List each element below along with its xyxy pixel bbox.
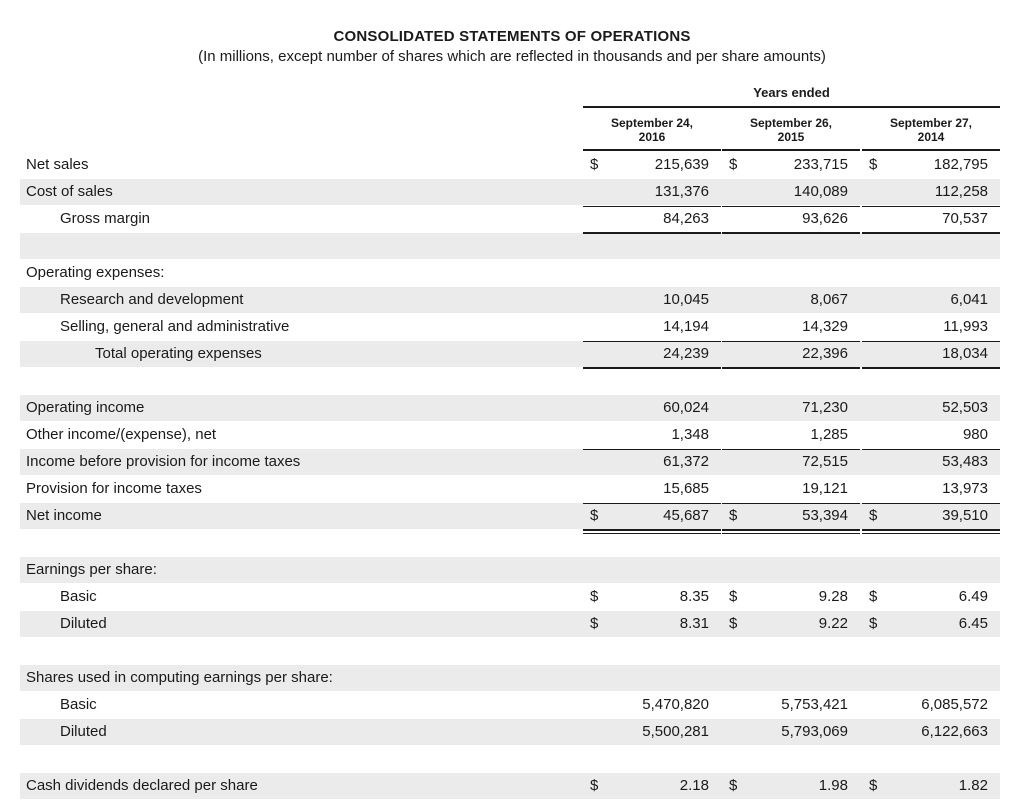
currency-symbol: $ (590, 507, 599, 524)
row-label: Earnings per share: (26, 561, 157, 578)
total-underline (722, 449, 860, 450)
cell-value: 2.18 (679, 777, 709, 794)
total-underline (862, 449, 1000, 450)
column-header-line1: September 26, (749, 116, 833, 130)
cell-value: 1,285 (810, 426, 848, 443)
total-underline (862, 503, 1000, 504)
currency-symbol: $ (590, 588, 599, 605)
column-header-line2: 2014 (917, 130, 945, 144)
cell-value: 61,372 (663, 453, 709, 470)
currency-symbol: $ (869, 588, 878, 605)
currency-symbol: $ (729, 615, 738, 632)
total-underline (583, 503, 721, 504)
row-label: Basic (60, 696, 97, 713)
cell-value: 112,258 (934, 183, 988, 200)
table-row (20, 449, 1000, 475)
cell-value: 233,715 (793, 156, 848, 173)
cell-value: 72,515 (802, 453, 848, 470)
cell-value: 14,194 (663, 318, 709, 335)
cell-value: 53,483 (942, 453, 988, 470)
currency-symbol: $ (869, 156, 878, 173)
cell-value: 6,122,663 (921, 723, 988, 740)
cell-value: 19,121 (802, 480, 848, 497)
cell-value: 14,329 (802, 318, 848, 335)
cell-value: 8,067 (810, 291, 848, 308)
cell-value: 140,089 (793, 183, 848, 200)
row-label: Diluted (60, 615, 107, 632)
total-underline (722, 529, 860, 531)
cell-value: 24,239 (663, 345, 709, 362)
table-row (20, 584, 1000, 610)
total-underline (862, 232, 1000, 234)
cell-value: 6,041 (950, 291, 988, 308)
cell-value: 60,024 (663, 399, 709, 416)
row-label: Basic (60, 588, 97, 605)
column-header-rule (722, 149, 860, 151)
column-header-line2: 2016 (638, 130, 666, 144)
total-underline (583, 449, 721, 450)
total-underline (722, 367, 860, 369)
statement-title: CONSOLIDATED STATEMENTS OF OPERATIONS (333, 28, 691, 45)
total-underline (862, 206, 1000, 207)
column-header-line1: September 27, (889, 116, 973, 130)
table-row (20, 341, 1000, 367)
currency-symbol: $ (729, 588, 738, 605)
row-label: Operating income (26, 399, 145, 416)
table-row (20, 557, 1000, 583)
currency-symbol: $ (869, 507, 878, 524)
table-row (20, 665, 1000, 691)
cell-value: 6.49 (958, 588, 988, 605)
table-row (20, 476, 1000, 502)
total-underline (862, 533, 1000, 534)
cell-value: 39,510 (942, 507, 988, 524)
currency-symbol: $ (869, 777, 878, 794)
table-row (20, 638, 1000, 664)
table-row (20, 206, 1000, 232)
row-label: Net income (26, 507, 102, 524)
total-underline (722, 533, 860, 534)
total-underline (583, 533, 721, 534)
row-label: Cost of sales (26, 183, 113, 200)
cell-value: 215,639 (654, 156, 709, 173)
table-row (20, 503, 1000, 529)
statement-subtitle: (In millions, except number of shares which are reflected in thousands and per share amounts) (198, 48, 826, 65)
cell-value: 93,626 (802, 210, 848, 227)
table-row (20, 395, 1000, 421)
cell-value: 9.22 (818, 615, 848, 632)
row-label: Research and development (60, 291, 244, 308)
currency-symbol: $ (729, 777, 738, 794)
cell-value: 70,537 (942, 210, 988, 227)
table-row (20, 368, 1000, 394)
column-header-2015 (722, 116, 860, 144)
cell-value: 8.35 (679, 588, 709, 605)
cell-value: 53,394 (802, 507, 848, 524)
row-label: Income before provision for income taxes (26, 453, 301, 470)
cell-value: 5,500,281 (642, 723, 709, 740)
cell-value: 84,263 (663, 210, 709, 227)
table-row (20, 260, 1000, 286)
table-row (20, 692, 1000, 718)
cell-value: 1.98 (818, 777, 848, 794)
cell-value: 15,685 (663, 480, 709, 497)
cell-value: 45,687 (663, 507, 709, 524)
row-label: Operating expenses: (26, 264, 165, 281)
cell-value: 1.82 (958, 777, 988, 794)
column-header-rule (583, 149, 721, 151)
cell-value: 13,973 (942, 480, 988, 497)
cell-value: 18,034 (942, 345, 988, 362)
cell-value: 52,503 (942, 399, 988, 416)
cell-value: 5,793,069 (781, 723, 848, 740)
table-row (20, 719, 1000, 745)
cell-value: 980 (962, 426, 988, 443)
column-header-line1: September 24, (610, 116, 694, 130)
table-row (20, 746, 1000, 772)
total-underline (583, 367, 721, 369)
row-label: Other income/(expense), net (26, 426, 217, 443)
table-row (20, 233, 1000, 259)
row-label: Net sales (26, 156, 89, 173)
currency-symbol: $ (869, 615, 878, 632)
total-underline (862, 367, 1000, 369)
column-header-line2: 2015 (777, 130, 805, 144)
table-row (20, 287, 1000, 313)
cell-value: 11,993 (943, 318, 988, 335)
cell-value: 10,045 (663, 291, 709, 308)
table-row (20, 179, 1000, 205)
column-header-2016 (583, 116, 721, 144)
cell-value: 5,753,421 (781, 696, 848, 713)
row-label: Shares used in computing earnings per share: (26, 669, 333, 686)
total-underline (583, 529, 721, 531)
row-label: Gross margin (60, 210, 151, 227)
currency-symbol: $ (590, 777, 599, 794)
total-underline (583, 206, 721, 207)
total-underline (583, 232, 721, 234)
currency-symbol: $ (590, 156, 599, 173)
cell-value: 8.31 (679, 615, 709, 632)
cell-value: 9.28 (818, 588, 848, 605)
table-row (20, 314, 1000, 340)
row-label: Total operating expenses (95, 345, 262, 362)
cell-value: 182,795 (933, 156, 988, 173)
total-underline (722, 232, 860, 234)
years-ended-heading: Years ended (753, 85, 830, 100)
cell-value: 131,376 (654, 183, 709, 200)
row-label: Selling, general and administrative (60, 318, 290, 335)
currency-symbol: $ (729, 507, 738, 524)
total-underline (722, 341, 860, 342)
cell-value: 5,470,820 (642, 696, 709, 713)
cell-value: 1,348 (671, 426, 709, 443)
table-row (20, 422, 1000, 448)
currency-symbol: $ (729, 156, 738, 173)
row-label: Cash dividends declared per share (26, 777, 258, 794)
currency-symbol: $ (590, 615, 599, 632)
cell-value: 6.45 (958, 615, 988, 632)
total-underline (722, 503, 860, 504)
cell-value: 6,085,572 (921, 696, 988, 713)
total-underline (583, 341, 721, 342)
total-underline (862, 529, 1000, 531)
column-header-2014 (862, 116, 1000, 144)
total-underline (722, 206, 860, 207)
cell-value: 71,230 (802, 399, 848, 416)
row-label: Diluted (60, 723, 107, 740)
row-label: Provision for income taxes (26, 480, 202, 497)
cell-value: 22,396 (802, 345, 848, 362)
years-ended-rule (583, 106, 1000, 108)
table-row (20, 611, 1000, 637)
column-header-rule (862, 149, 1000, 151)
table-row (20, 773, 1000, 799)
total-underline (862, 341, 1000, 342)
table-row (20, 152, 1000, 178)
